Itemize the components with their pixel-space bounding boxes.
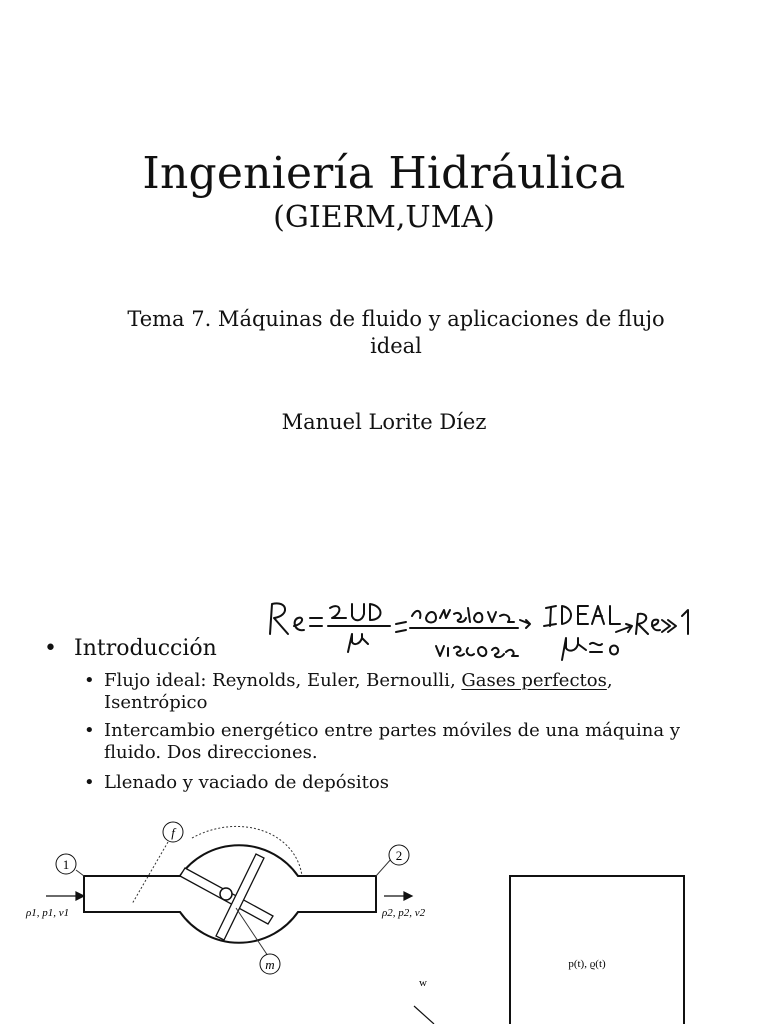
tank-w-label: w — [419, 977, 427, 989]
topic-heading — [96, 306, 696, 360]
sub-bullet-1-line2: Isentrópico — [104, 692, 208, 713]
turbomachine-diagram — [20, 812, 450, 982]
node-f-label: f — [171, 825, 175, 840]
gases-perfectos-underlined: Gases perfectos — [461, 670, 607, 691]
outlet-state-label: ρ2, p2, v2 — [382, 907, 426, 919]
node-1-label: 1 — [62, 857, 70, 872]
tank-diagram — [400, 870, 700, 1024]
sub-bullet-1-text: Flujo ideal: Reynolds, Euler, Bernoulli, — [104, 670, 462, 691]
bullet-marker: • — [84, 720, 95, 741]
bullet-marker: • — [44, 636, 57, 661]
tank-state-label: p(t), ϱ(t) — [568, 958, 606, 970]
bullet-marker: • — [84, 772, 95, 793]
node-m-label: m — [265, 957, 275, 972]
presentation-title: Ingeniería Hidráulica — [142, 148, 626, 199]
node-2-label: 2 — [395, 848, 403, 863]
sub-bullet-flujo-ideal — [84, 670, 724, 714]
sub-bullet-2-line2: fluido. Dos direcciones. — [104, 742, 318, 763]
bullet-marker: • — [84, 670, 95, 691]
sub-bullet-llenado — [84, 772, 724, 794]
sub-bullet-intercambio — [84, 720, 724, 764]
sub-bullet-1-comma: , — [606, 670, 613, 691]
author-name: Manuel Lorite Díez — [281, 410, 487, 434]
bullet-main-text: Introducción — [74, 636, 217, 661]
presentation-subtitle: (GIERM,UMA) — [273, 200, 495, 235]
inlet-state-label: ρ1, p1, v1 — [26, 907, 70, 919]
sub-bullet-2-line1: Intercambio energético entre partes móviles de una máquina y — [104, 720, 680, 741]
sub-bullet-3-text: Llenado y vaciado de depósitos — [104, 772, 389, 793]
topic-line-2: ideal — [370, 334, 422, 358]
handwritten-annotation — [260, 594, 700, 674]
topic-line-1: Tema 7. Máquinas de fluido y aplicaciones de flujo — [127, 307, 665, 331]
